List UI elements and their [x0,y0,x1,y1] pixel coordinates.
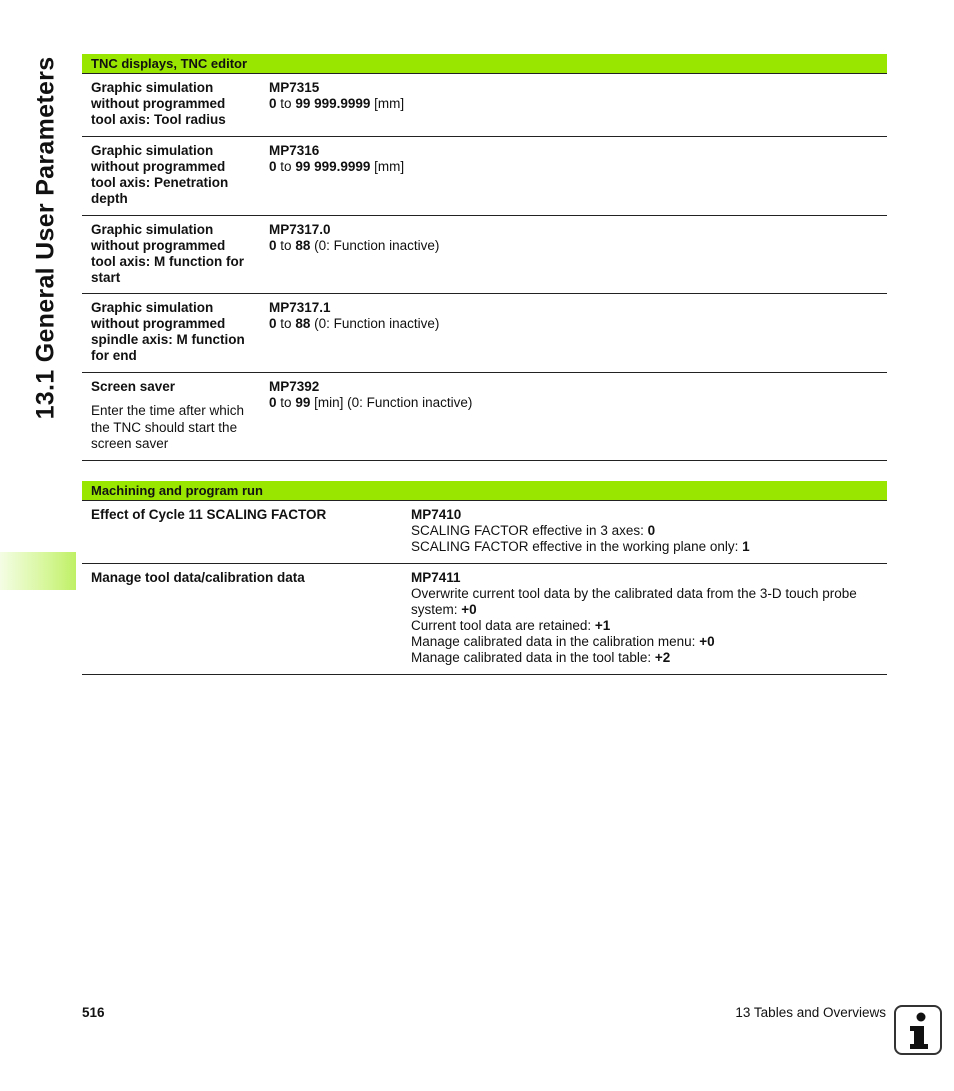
option-line [411,634,881,650]
option-text: SCALING FACTOR effective in the working plane only: [411,539,743,554]
range-from: 0 [269,316,277,331]
option-text: Manage calibrated data in the calibration menu: [411,634,700,649]
option-line [411,539,881,555]
parameter-label: Effect of Cycle 11 SCALING FACTOR [91,507,327,522]
range-to-word: to [280,96,292,111]
option-value: +0 [699,634,715,649]
range-from: 0 [269,159,277,174]
machine-parameter-id: MP7315 [269,80,320,95]
parameter-label: Graphic simulation without programmed spindle axis: M function for end [91,300,245,363]
table-row [82,216,887,294]
chapter-tab-marker [0,552,76,590]
option-line [411,650,881,666]
chapter-title: 13 Tables and Overviews [735,1005,886,1020]
range-to-word: to [280,159,292,174]
range-note: (0: Function inactive) [310,238,440,253]
range-to: 99 999.9999 [295,159,371,174]
range-to-word: to [280,316,292,331]
parameter-value [411,570,881,666]
range-to-word: to [280,395,292,410]
parameter-value [269,222,439,254]
parameter-value [269,379,472,411]
range-to: 99 [295,395,311,410]
table-row [82,137,887,216]
range-from: 0 [269,96,277,111]
section-header-tnc-displays: TNC displays, TNC editor [82,54,887,74]
table-row [82,373,887,461]
option-line [411,586,881,618]
page-number: 516 [82,1005,105,1020]
parameter-description: Enter the time after which the TNC should start the screen saver [91,403,245,451]
machine-parameter-id: MP7316 [269,143,320,158]
table-row [82,294,887,373]
range-to: 99 999.9999 [295,96,371,111]
machine-parameter-id: MP7317.0 [269,222,331,237]
range-note: (0: Function inactive) [310,316,440,331]
parameter-table-machining [82,501,887,675]
side-title-text: 13.1 General User Parameters [31,56,60,420]
parameter-value [411,507,881,555]
range-unit: [mm] [370,159,405,174]
option-line [411,523,881,539]
table-row [82,501,887,564]
parameter-label: Graphic simulation without programmed tool axis: Tool radius [91,80,226,127]
machine-parameter-id: MP7411 [411,570,461,585]
table-row [82,564,887,675]
machine-parameter-id: MP7392 [269,379,320,394]
option-text: SCALING FACTOR effective in 3 axes: [411,523,648,538]
range-to: 88 [295,316,311,331]
side-chapter-title [26,48,66,428]
parameter-value [269,143,404,175]
parameter-label: Graphic simulation without programmed tool axis: M function for start [91,222,244,285]
parameter-table-tnc-displays [82,74,887,461]
option-text: Current tool data are retained: [411,618,595,633]
option-value: +2 [654,650,671,665]
info-icon [894,1005,942,1055]
option-value: +0 [461,602,477,617]
option-value: 1 [742,539,750,554]
table-row [82,74,887,137]
range-from: 0 [269,395,277,410]
range-unit: [mm] [370,96,405,111]
option-value: +1 [594,618,611,633]
option-text: Overwrite current tool data by the calibrated data from the 3-D touch probe system: [411,586,857,617]
section-header-machining: Machining and program run [82,481,887,501]
option-value: 0 [647,523,656,538]
parameter-label: Graphic simulation without programmed tool axis: Penetration depth [91,143,229,206]
parameter-label: Manage tool data/calibration data [91,570,305,585]
machine-parameter-id: MP7410 [411,507,462,522]
range-to-word: to [280,238,292,253]
range-note: [min] (0: Function inactive) [310,395,473,410]
parameter-value [269,300,439,332]
option-line [411,618,881,634]
machine-parameter-id: MP7317.1 [269,300,331,315]
parameter-label: Screen saver [91,379,176,394]
option-text: Manage calibrated data in the tool table: [411,650,655,665]
parameter-value [269,80,404,112]
range-to: 88 [295,238,311,253]
range-from: 0 [269,238,277,253]
